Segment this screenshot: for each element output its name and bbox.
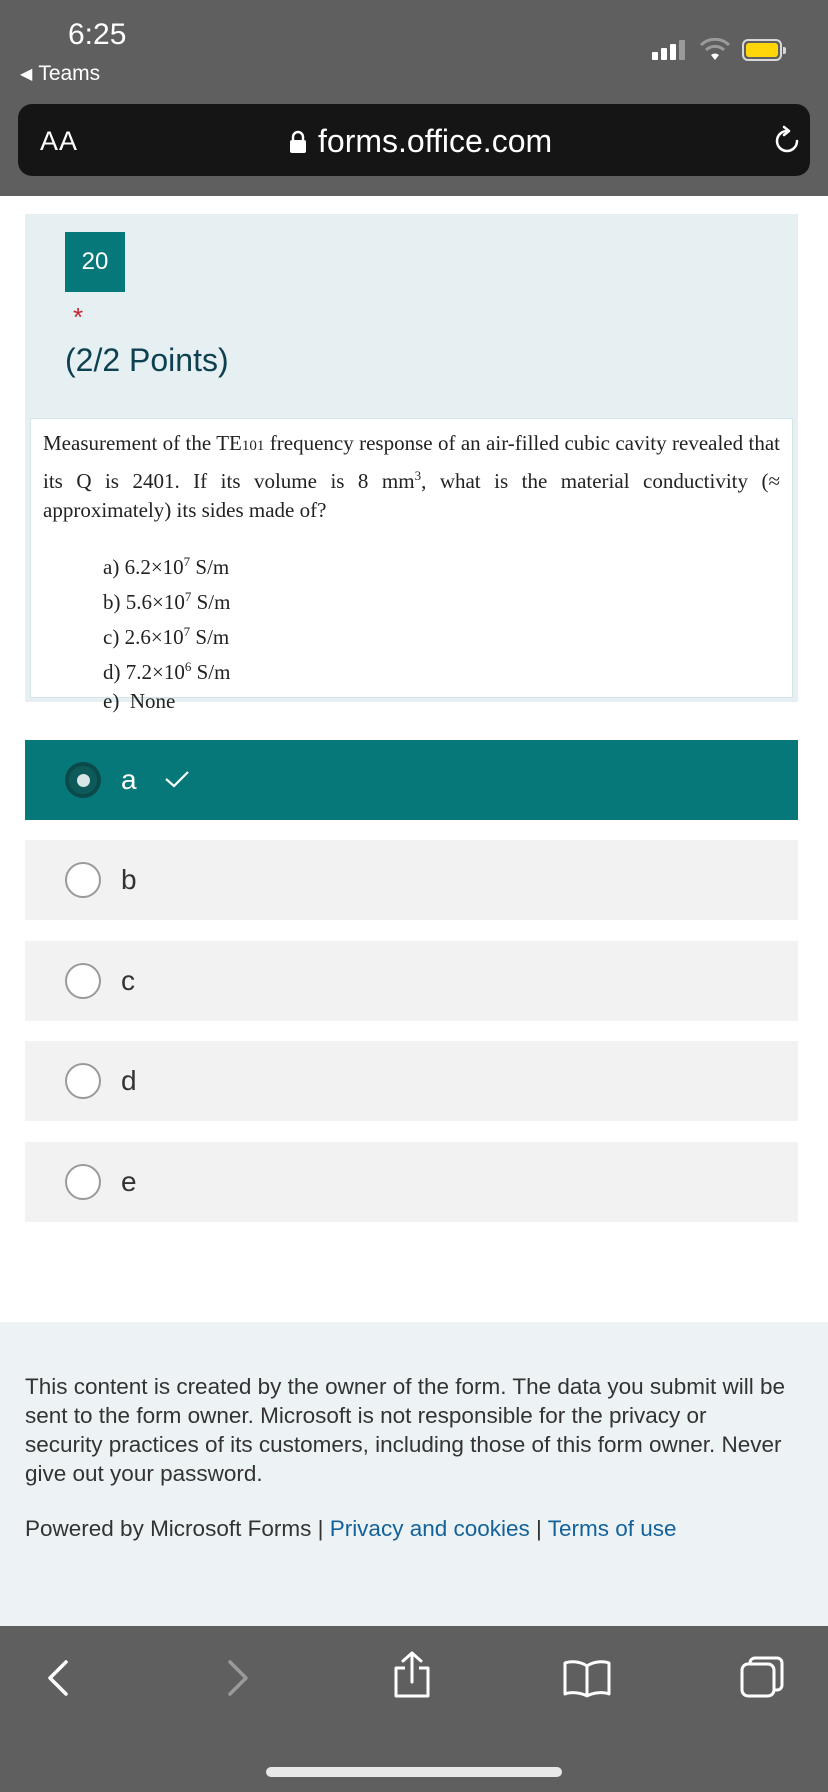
question-option-a: a) $6.2\times 10^7$ S/m bbox=[103, 554, 230, 579]
battery-icon bbox=[742, 39, 782, 61]
bookmarks-icon[interactable] bbox=[562, 1658, 612, 1698]
choice-label: e bbox=[121, 1166, 137, 1197]
question-option-e: e) None bbox=[103, 689, 176, 713]
required-marker: * bbox=[73, 302, 84, 332]
question-option-c: c) $2.6\times 10^7$ S/m bbox=[103, 624, 230, 649]
status-bar bbox=[0, 0, 828, 98]
back-to-app-link[interactable] bbox=[20, 62, 100, 86]
radio-icon[interactable] bbox=[65, 862, 101, 898]
radio-selected-icon[interactable] bbox=[65, 762, 101, 798]
footer-links bbox=[25, 1516, 803, 1542]
form-footer bbox=[0, 1322, 828, 1626]
tabs-icon[interactable] bbox=[738, 1654, 786, 1702]
choice-e[interactable] bbox=[25, 1142, 798, 1222]
question-option-list bbox=[103, 547, 780, 716]
reload-icon[interactable] bbox=[770, 124, 804, 158]
choice-d[interactable] bbox=[25, 1041, 798, 1121]
choice-label: c bbox=[121, 965, 135, 996]
choice-label: a bbox=[121, 764, 137, 795]
text-size-button[interactable]: AA bbox=[40, 126, 79, 156]
back-app-label: Teams bbox=[38, 62, 101, 85]
share-icon[interactable] bbox=[390, 1650, 434, 1700]
powered-by-text: Powered by Microsoft Forms | bbox=[25, 1516, 330, 1541]
back-icon[interactable] bbox=[44, 1656, 74, 1700]
lock-icon bbox=[288, 130, 308, 154]
link-separator: | bbox=[529, 1516, 548, 1541]
address-bar[interactable] bbox=[18, 104, 810, 176]
choice-b[interactable] bbox=[25, 840, 798, 920]
question-option-b: b) $5.6\times 10^7$ S/m bbox=[103, 589, 231, 614]
radio-icon[interactable] bbox=[65, 1063, 101, 1099]
footer-disclaimer: This content is created by the owner of the form. The data you submit will be sent to the form owner. Microsoft is not responsible for the privacy or security practices of its customers, including those of this form owner. Never give out your password. bbox=[25, 1374, 785, 1486]
wifi-icon bbox=[700, 38, 730, 62]
question-number: 20 bbox=[65, 232, 125, 292]
terms-of-use-link[interactable]: Terms of use bbox=[547, 1516, 677, 1541]
question-points: (2/2 Points) bbox=[65, 342, 229, 378]
url-text: forms.office.com bbox=[318, 123, 553, 159]
radio-icon[interactable] bbox=[65, 963, 101, 999]
back-triangle-icon: ◀ bbox=[20, 66, 33, 83]
choice-label: b bbox=[121, 864, 137, 895]
question-option-d: d) $7.2\times 10^6$ S/m bbox=[103, 659, 231, 684]
form-page bbox=[0, 196, 828, 1626]
cellular-signal-icon bbox=[652, 40, 685, 60]
status-time: 6:25 bbox=[68, 18, 127, 51]
question-card bbox=[25, 214, 798, 713]
choice-label: d bbox=[121, 1065, 137, 1096]
question-text: Measurement of the TE101 frequency response of an air-filled cubic cavity revealed that its Q is 2401. If its volume is 8 $mm^3$, what is the material conductivity (≈ approximately) its sides made of? bbox=[43, 431, 780, 522]
choice-a[interactable] bbox=[25, 740, 798, 820]
question-image bbox=[30, 418, 793, 713]
choice-c[interactable] bbox=[25, 941, 798, 1021]
privacy-cookies-link[interactable]: Privacy and cookies bbox=[329, 1516, 530, 1541]
radio-icon[interactable] bbox=[65, 1164, 101, 1200]
home-indicator[interactable] bbox=[266, 1767, 562, 1777]
url-field[interactable] bbox=[288, 123, 552, 160]
checkmark-icon bbox=[163, 768, 191, 790]
forward-icon[interactable] bbox=[222, 1656, 252, 1700]
